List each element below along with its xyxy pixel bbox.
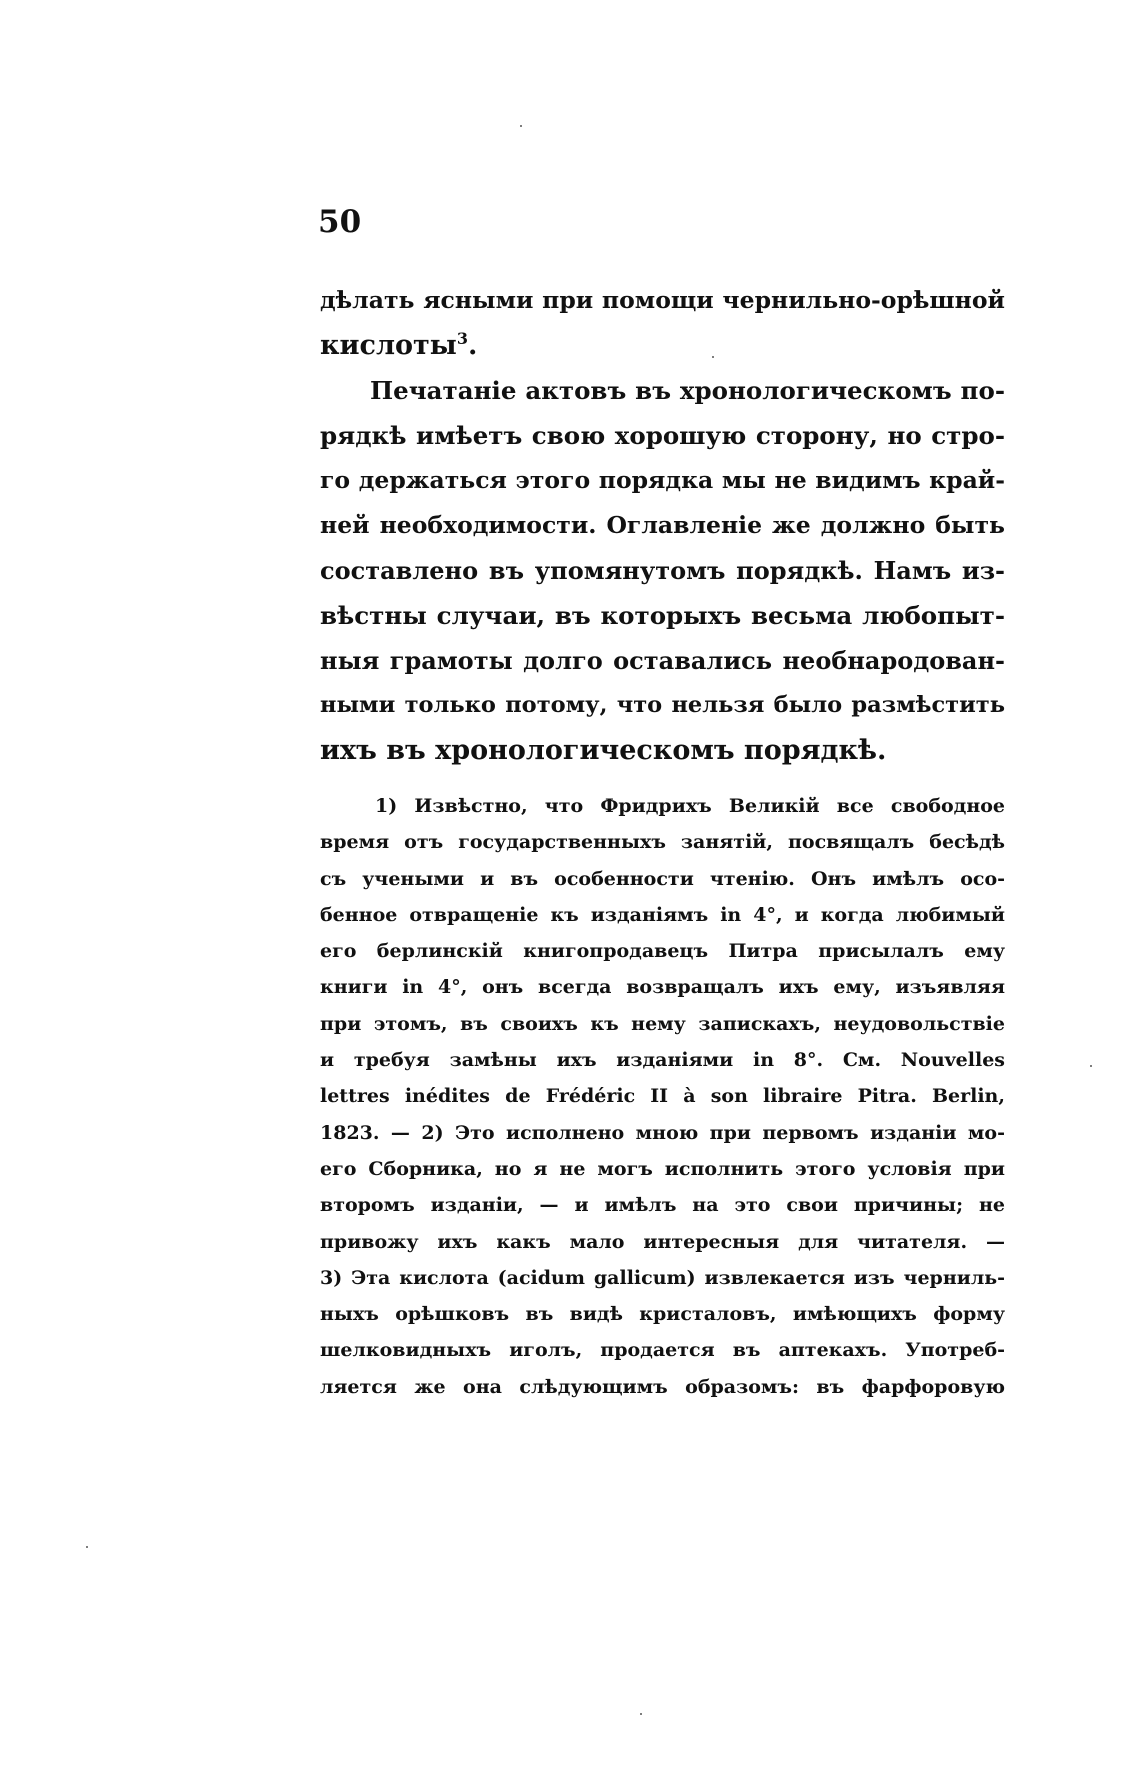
scan-speck: [520, 125, 522, 127]
footnote-line: съ учеными и въ особенности чтенію. Онъ имѣлъ осо-: [320, 867, 1005, 890]
main-text-line: дѣлать ясными при помощи чернильно-орѣшной: [320, 286, 1005, 314]
footnote-line: его Сборника, но я не могъ исполнить этого условія при: [320, 1157, 1005, 1180]
main-text-line-end: .: [467, 330, 478, 361]
footnote-line: при этомъ, въ своихъ къ нему запискахъ, неудовольствіе: [320, 1012, 1005, 1035]
footnotes: [320, 788, 1005, 1405]
main-text-line: Печатаніе актовъ въ хронологическомъ по-: [370, 376, 1005, 405]
scan-speck: [86, 1546, 88, 1548]
main-text-line: ней необходимости. Оглавленіе же должно быть: [320, 511, 1005, 539]
scan-speck: [1090, 1065, 1092, 1067]
main-text-line: рядкѣ имѣетъ свою хорошую сторону, но стро-: [320, 421, 1005, 450]
main-text-line: ными только потому, что нельзя было размѣстить: [320, 692, 1005, 718]
main-text-line: го держаться этого порядка мы не видимъ край-: [320, 466, 1005, 494]
footnote-line: 3) Эта кислота (acidum gallicum) извлекается изъ черниль-: [320, 1266, 1005, 1289]
page-number: 50: [318, 204, 362, 240]
scan-speck: [640, 1713, 642, 1715]
footnote-line: ляется же она слѣдующимъ образомъ: въ фарфоровую: [320, 1375, 1005, 1398]
footnote-line: ныхъ орѣшковъ въ видѣ кристаловъ, имѣющихъ форму: [320, 1303, 1005, 1326]
footnote-line: шелковидныхъ иголъ, продается въ аптекахъ. Употреб-: [320, 1339, 1005, 1362]
footnote-line: 1823. — 2) Это исполнено мною при первомъ изданіи мо-: [320, 1121, 1005, 1144]
footnote-line: бенное отвращеніе къ изданіямъ in 4°, и когда любимый: [320, 903, 1005, 926]
main-text-line: ныя грамоты долго оставались необнародован-: [320, 646, 1005, 675]
main-text-line: ихъ въ хронологическомъ порядкѣ.: [320, 735, 887, 766]
footnote-line: lettres inédites de Frédéric II à son libraire Pitra. Berlin,: [320, 1085, 1005, 1108]
main-text-line-content: кислоты: [320, 330, 457, 361]
main-text-line: составлено въ упомянутомъ порядкѣ. Намъ из-: [320, 556, 1005, 585]
footnote-line: привожу ихъ какъ мало интересныя для читателя. —: [320, 1230, 1005, 1253]
main-text-line: вѣстны случаи, въ которыхъ весьма любопыт-: [320, 601, 1005, 630]
footnote-line: время отъ государственныхъ занятій, посвящалъ бесѣдѣ: [320, 831, 1005, 854]
main-text: [320, 278, 1005, 773]
footnote-line: его берлинскій книгопродавецъ Питра присылалъ ему: [320, 940, 1005, 963]
main-text-line: [320, 323, 1005, 368]
scan-speck: [712, 356, 714, 358]
footnote-line: второмъ изданіи, — и имѣлъ на это свои причины; не: [320, 1194, 1005, 1217]
footnote-line: и требуя замѣны ихъ изданіями in 8°. См. Nouvelles: [320, 1049, 1005, 1072]
footnote-line: книги in 4°, онъ всегда возвращалъ ихъ ему, изъявляя: [320, 976, 1005, 999]
footnote-line: 1) Извѣстно, что Фридрихъ Великій все свободное: [375, 795, 1005, 817]
footnote-reference: 3: [456, 329, 468, 348]
